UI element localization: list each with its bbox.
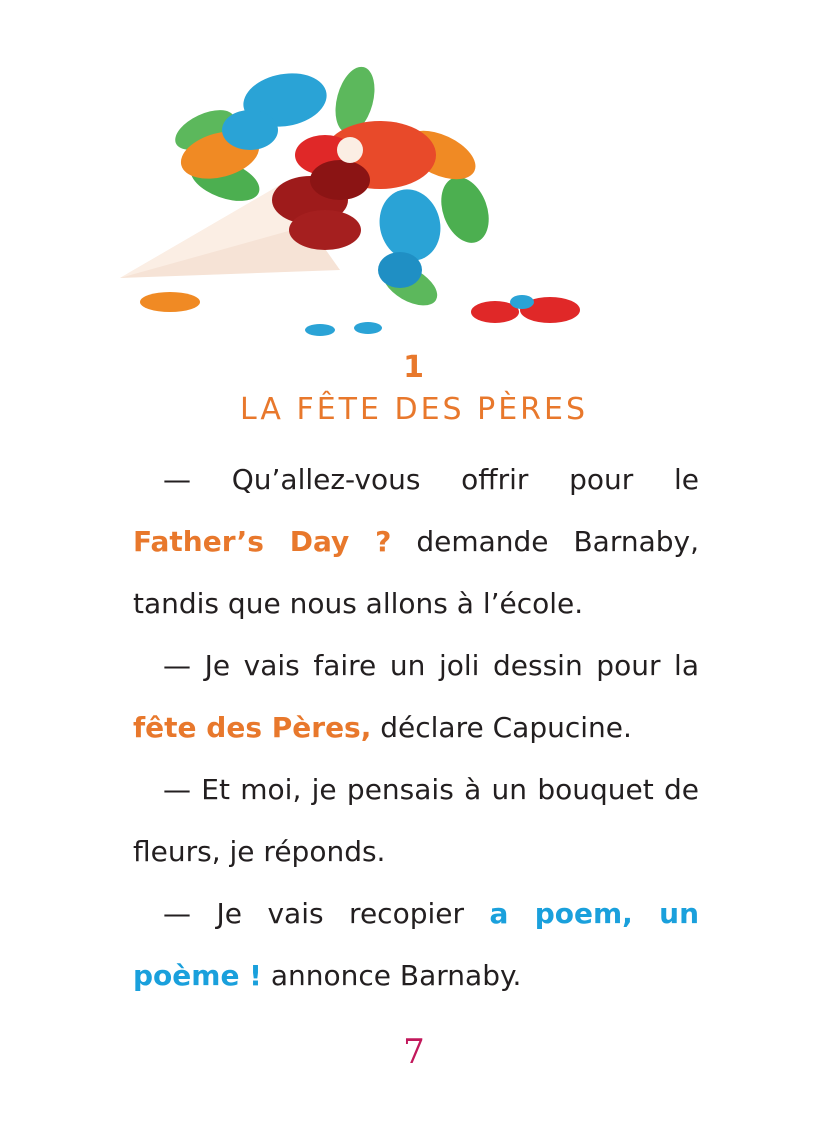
paragraph-2: [133, 635, 699, 759]
text-segment: Je vais recopier: [191, 897, 490, 930]
text-segment: Qu’allez-vous offrir pour le: [191, 463, 699, 496]
highlighted-term: fête des Pères,: [133, 711, 372, 744]
text-segment: annonce Barnaby.: [261, 959, 522, 992]
story-text: [133, 449, 699, 1007]
dialogue-dash: —: [163, 897, 191, 930]
paragraph-1: [133, 449, 699, 635]
english-term: Father’s Day ?: [133, 525, 392, 558]
page-number: 7: [403, 1032, 425, 1072]
english-term: a poem, un poème !: [133, 897, 700, 992]
chapter-number: 1: [403, 350, 425, 385]
text-segment: demande Barnaby, tandis que nous allons à l’école.: [133, 525, 699, 620]
text-segment: Et moi, je pensais à un bouquet de fleurs, je réponds.: [133, 773, 699, 868]
flower-bouquet-illustration: [110, 60, 600, 345]
dialogue-dash: —: [163, 463, 191, 496]
dialogue-dash: —: [163, 649, 191, 682]
chapter-title: LA FÊTE DES PÈRES: [239, 392, 588, 427]
paragraph-3: [133, 759, 699, 883]
paragraph-4: [133, 883, 699, 1007]
dialogue-dash: —: [163, 773, 191, 806]
text-segment: déclare Capucine.: [371, 711, 632, 744]
text-segment: Je vais faire un joli dessin pour la: [191, 649, 699, 682]
